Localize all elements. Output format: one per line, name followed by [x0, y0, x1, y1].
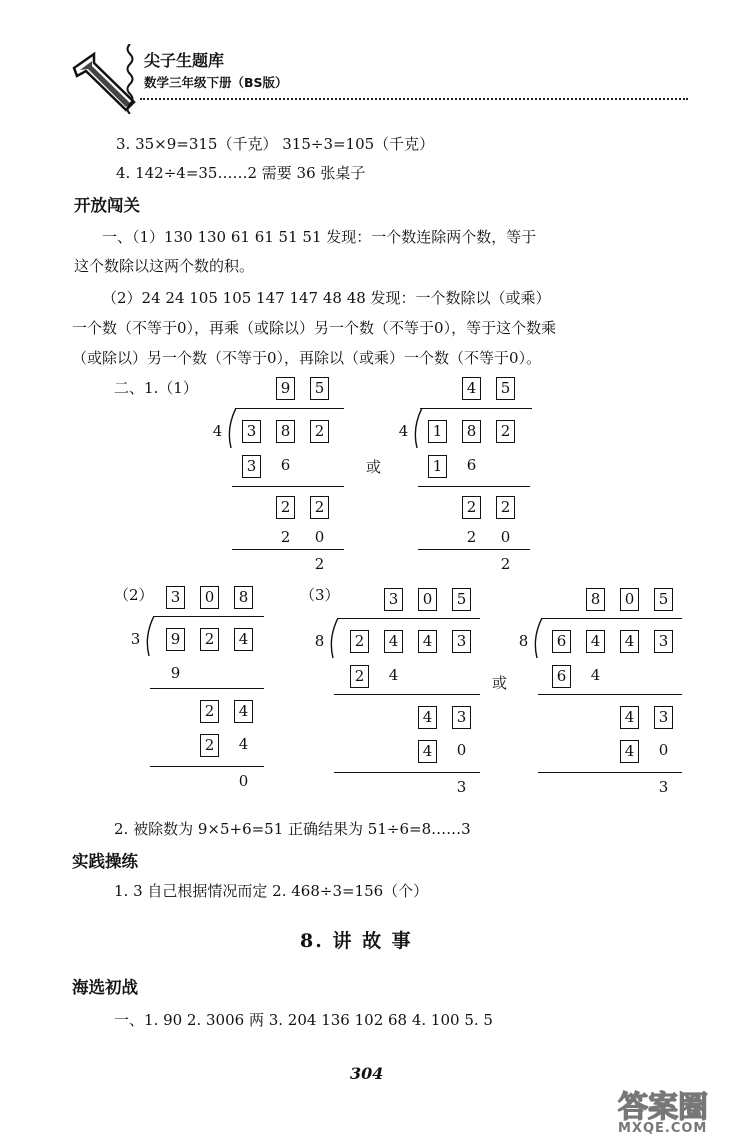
step-digit: 2 — [200, 700, 219, 723]
remainder: 2 — [314, 555, 325, 573]
series-title: 尖子生题库 — [144, 51, 225, 70]
step-digit: 0 — [314, 528, 325, 546]
subtract-line — [418, 486, 530, 487]
question-label: （3） — [300, 586, 340, 604]
step-digit: 3 — [242, 455, 261, 478]
dividend-digit: 4 — [418, 630, 437, 653]
step-digit: 4 — [590, 666, 601, 684]
subtract-line — [334, 694, 480, 695]
quotient-digit: 0 — [418, 588, 437, 611]
watermark-url: MXQE.COM — [618, 1121, 708, 1136]
step-digit: 3 — [654, 706, 673, 729]
question-label: 二、1.（1） — [114, 379, 198, 397]
step-digit: 4 — [418, 706, 437, 729]
subtract-line — [150, 688, 264, 689]
remainder: 3 — [658, 778, 669, 796]
or-label: 或 — [492, 674, 508, 692]
step-digit: 4 — [388, 666, 399, 684]
dividend-digit: 4 — [384, 630, 403, 653]
question-label: （2） — [114, 586, 154, 604]
division-bracket — [410, 408, 424, 448]
text-line: 一个数（不等于0），再乘（或除以）另一个数（不等于0），等于这个数乘 — [72, 319, 557, 337]
step-digit: 2 — [466, 528, 477, 546]
dividend-digit: 3 — [242, 420, 261, 443]
step-digit: 2 — [280, 528, 291, 546]
page-number: 304 — [350, 1064, 384, 1083]
answer-line-4: 4. 142÷4=35……2 需要 36 张桌子 — [116, 164, 366, 182]
divisor: 4 — [398, 422, 409, 440]
step-digit: 6 — [466, 456, 477, 474]
step-digit: 2 — [350, 665, 369, 688]
dividend-digit: 8 — [462, 420, 481, 443]
quotient-digit: 5 — [654, 588, 673, 611]
step-digit: 2 — [200, 734, 219, 757]
step-digit: 0 — [658, 741, 669, 759]
quotient-digit: 5 — [452, 588, 471, 611]
dividend-digit: 3 — [654, 630, 673, 653]
dividend-digit: 8 — [276, 420, 295, 443]
dividend-digit: 4 — [620, 630, 639, 653]
wavy-divider — [124, 44, 136, 114]
section-haixuan: 海选初战 — [72, 978, 138, 997]
answer-line: 2. 被除数为 9×5+6=51 正确结果为 51÷6=8……3 — [114, 820, 471, 838]
divisor: 8 — [518, 632, 529, 650]
section-kaifang: 开放闯关 — [74, 196, 140, 215]
step-digit: 6 — [280, 456, 291, 474]
chapter-title: 8. 讲 故 事 — [300, 930, 413, 952]
step-digit: 6 — [552, 665, 571, 688]
answer-line: 一、1. 90 2. 3006 两 3. 204 136 102 68 4. 100 5. 5 — [114, 1011, 493, 1029]
step-digit: 4 — [620, 740, 639, 763]
subtract-line — [334, 772, 480, 773]
step-digit: 0 — [456, 741, 467, 759]
dividend-digit: 6 — [552, 630, 571, 653]
text-line: （2）24 24 105 105 147 147 48 48 发现：一个数除以（或乘） — [102, 289, 551, 307]
division-bar — [338, 618, 480, 619]
step-digit: 2 — [310, 496, 329, 519]
division-bracket — [224, 408, 238, 448]
quotient-digit: 8 — [586, 588, 605, 611]
step-digit: 2 — [276, 496, 295, 519]
step-digit: 4 — [234, 700, 253, 723]
subtract-line — [232, 486, 344, 487]
dividend-digit: 1 — [428, 420, 447, 443]
step-digit: 3 — [452, 706, 471, 729]
dividend-digit: 4 — [234, 628, 253, 651]
division-bar — [542, 618, 682, 619]
remainder: 0 — [238, 772, 249, 790]
section-shijian: 实践操练 — [72, 852, 138, 871]
book-subtitle: 数学三年级下册（BS版） — [144, 75, 288, 90]
step-digit: 4 — [418, 740, 437, 763]
subtract-line — [150, 766, 264, 767]
step-digit: 4 — [238, 735, 249, 753]
divisor: 8 — [314, 632, 325, 650]
text-line: （或除以）另一个数（不等于0），再除以（或乘）一个数（不等于0）。 — [72, 349, 542, 367]
answer-line-3: 3. 35×9=315（千克） 315÷3=105（千克） — [116, 135, 435, 153]
division-bar — [420, 408, 532, 409]
dividend-digit: 4 — [586, 630, 605, 653]
step-digit: 2 — [496, 496, 515, 519]
quotient-digit: 5 — [310, 377, 329, 400]
step-digit: 1 — [428, 455, 447, 478]
subtract-line — [538, 694, 682, 695]
answer-line: 1. 3 自己根据情况而定 2. 468÷3=156（个） — [114, 882, 429, 900]
remainder: 2 — [500, 555, 511, 573]
subtract-line — [232, 549, 344, 550]
quotient-digit: 5 — [496, 377, 515, 400]
quotient-digit: 3 — [166, 586, 185, 609]
division-bar — [154, 616, 264, 617]
dividend-digit: 2 — [200, 628, 219, 651]
quotient-digit: 0 — [620, 588, 639, 611]
header-dotted-rule — [140, 98, 688, 100]
quotient-digit: 0 — [200, 586, 219, 609]
division-bracket — [326, 618, 340, 658]
subtract-line — [418, 549, 530, 550]
arrow-logo-icon — [70, 50, 150, 120]
text-line: 一、（1）130 130 61 61 51 51 发现：一个数连除两个数，等于 — [102, 228, 537, 246]
division-bracket — [530, 618, 544, 658]
step-digit: 9 — [170, 664, 181, 682]
division-bracket — [142, 616, 156, 656]
quotient-digit: 3 — [384, 588, 403, 611]
step-digit: 2 — [462, 496, 481, 519]
division-bar — [236, 408, 344, 409]
remainder: 3 — [456, 778, 467, 796]
text-line: 这个数除以这两个数的积。 — [74, 257, 255, 275]
divisor: 3 — [130, 630, 141, 648]
dividend-digit: 9 — [166, 628, 185, 651]
watermark-text: 答案圈 — [618, 1090, 708, 1125]
dividend-digit: 2 — [310, 420, 329, 443]
dividend-digit: 2 — [350, 630, 369, 653]
dividend-digit: 3 — [452, 630, 471, 653]
quotient-digit: 8 — [234, 586, 253, 609]
or-label: 或 — [366, 458, 382, 476]
dividend-digit: 2 — [496, 420, 515, 443]
divisor: 4 — [212, 422, 223, 440]
step-digit: 4 — [620, 706, 639, 729]
quotient-digit: 9 — [276, 377, 295, 400]
quotient-digit: 4 — [462, 377, 481, 400]
step-digit: 0 — [500, 528, 511, 546]
subtract-line — [538, 772, 682, 773]
